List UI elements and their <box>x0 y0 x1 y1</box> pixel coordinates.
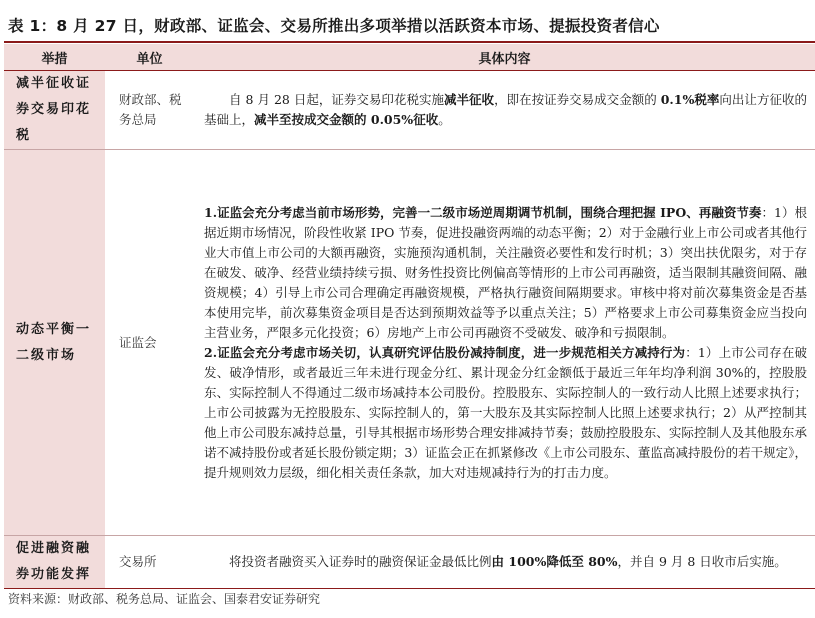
text-run: ，即在按证券交易成交金额的 <box>494 92 661 107</box>
text-run: ，并自 9 月 8 日收市后实施。 <box>617 554 787 569</box>
table-row <box>4 536 815 589</box>
text-run: 向出让方征收的基础上， <box>204 92 807 127</box>
content-cell <box>194 150 815 536</box>
title-rule <box>4 41 815 43</box>
table-row <box>4 71 815 150</box>
paragraph-1-heading: 1.证监会充分考虑当前市场形势，完善一二级市场逆周期调节机制，围绕合理把握 IPO、再融资节奏 <box>204 204 762 220</box>
bold-text: 0.1%税率 <box>660 92 720 107</box>
content-paragraph-2 <box>204 343 807 483</box>
header-content: 具体内容 <box>194 44 815 71</box>
paragraph-2-body: ：1）上市公司存在破发、破净情形，或者最近三年未进行现金分红、累计现金分红金额低于最近三年年均净利润 30%的，控股股东、实际控制人不得通过二级市场减持本公司股份。控股股东、实际控制人的一致行动人比照上述要求执行；上市公司披露为无控股股东、实际控制人的，第一大股东及其实际控制人比照上述要求执行；2）从严控制其他上市公司股东减持总量，引导其根据市场形势合理安排减持节奏；鼓励控股股东、实际控制人及其他股东承诺不减持股份或者延长股份锁定期；3）证监会正在抓紧修改《上市公司股东、董监高减持股份的若干规定》，提升规则效力层级，细化相关责任条款，加大对违规减持行为的打击力度。 <box>204 344 807 480</box>
table-title: 表 1：8 月 27 日，财政部、证监会、交易所推出多项举措以活跃资本市场、提振投资者信心 <box>8 17 660 35</box>
header-unit: 单位 <box>105 44 194 71</box>
content-paragraph <box>204 552 807 572</box>
bold-text: 减半征收 <box>444 92 495 107</box>
content-cell <box>194 536 815 589</box>
unit-cell: 交易所 <box>105 536 194 589</box>
table-row <box>4 150 815 536</box>
content-cell <box>194 71 815 150</box>
unit-cell: 证监会 <box>105 150 194 536</box>
paragraph-1-body: ：1）根据近期市场情况，阶段性收紧 IPO 节奏，促进投融资两端的动态平衡；2）对于金融行业上市公司或者其他行业大市值上市公司的大额再融资，实施预沟通机制，关注融资必要性和发行时机；3）突出扶优限劣，对于存在破发、破净、经营业绩持续亏损、财务性投资比例偏高等情形的上市公司再融资，适当限制其融资间隔、融资规模；4）引导上市公司合理确定再融资规模，严格执行融资间隔期要求。审核中将对前次募集资金是否基本使用完毕，前次募集资金项目是否达到预期效益等予以重点关注；5）严格要求上市公司募集资金应当投向主营业务，严限多元化投资；6）房地产上市公司再融资不受破发、破净和亏损限制。 <box>204 204 808 340</box>
text-run: 自 8 月 28 日起，证券交易印花税实施 <box>229 92 444 107</box>
measures-table <box>4 44 815 589</box>
bold-text: 由 100%降低至 80% <box>491 554 618 569</box>
measure-cell: 减半征收证券交易印花税 <box>4 71 105 150</box>
source-note: 资料来源：财政部、税务总局、证监会、国泰君安证券研究 <box>8 592 321 606</box>
measure-cell: 促进融资融券功能发挥 <box>4 536 105 589</box>
paragraph-2-heading: 2.证监会充分考虑市场关切，认真研究评估股份减持制度，进一步规范相关方减持行为 <box>204 344 686 360</box>
content-paragraph <box>204 90 807 130</box>
measure-cell: 动态平衡一二级市场 <box>4 150 105 536</box>
text-run: 将投资者融资买入证券时的融资保证金最低比例 <box>229 554 492 569</box>
text-run: 。 <box>438 112 451 127</box>
table-header-row <box>4 44 815 71</box>
unit-cell: 财政部、税务总局 <box>105 71 194 150</box>
header-measure: 举措 <box>4 44 105 71</box>
content-paragraph-1 <box>204 203 807 343</box>
bold-text: 减半至按成交金额的 0.05%征收 <box>254 112 439 127</box>
